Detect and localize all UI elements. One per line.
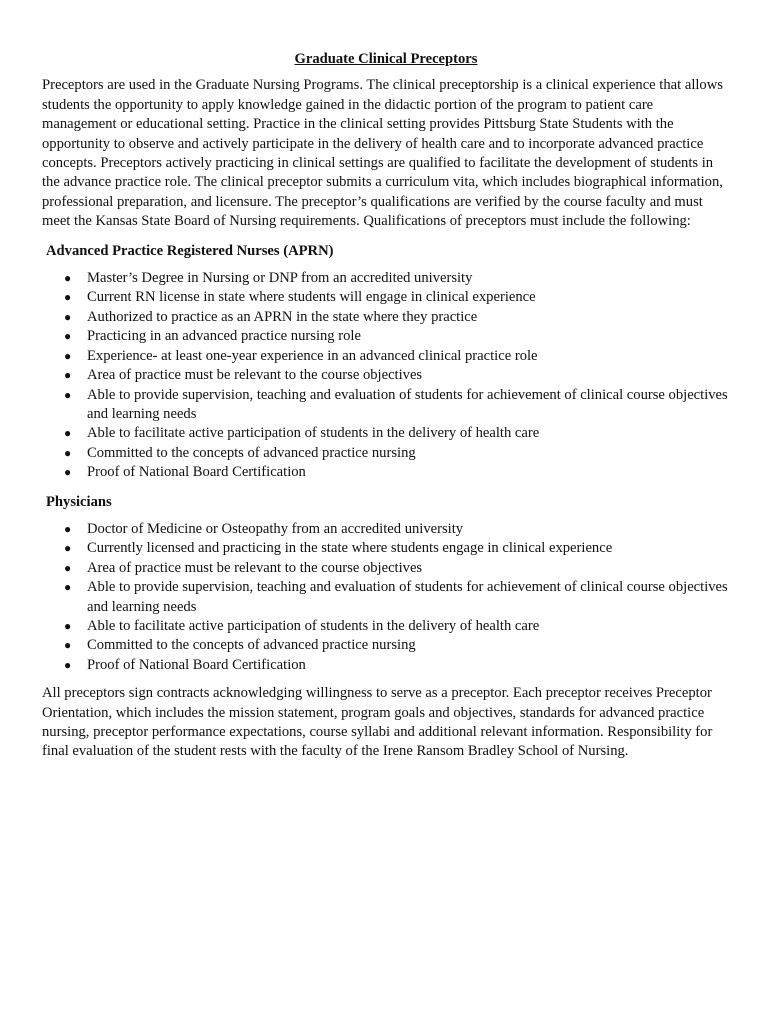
list-item-text: Master’s Degree in Nursing or DNP from an accredited university bbox=[87, 270, 473, 287]
bullet-icon: ● bbox=[64, 271, 72, 286]
list-item-text: Practicing in an advanced practice nursing role bbox=[87, 328, 361, 345]
intro-paragraph: Preceptors are used in the Graduate Nursing Programs. The clinical preceptorship is a clinical experience that allows students the opportunity to apply knowledge gained in the didactic portion of the program to patient care management or educational setting. Practice in the clinical setting provides Pittsburg State Students with the opportunity to observe and actively participate in the delivery of health care and to incorporate advanced practice concepts. Preceptors actively practicing in clinical settings are qualified to facilitate the development of students in the advance practice role. The clinical preceptor submits a curriculum vita, which includes biographical information, professional preparation, and licensure. The preceptor’s qualifications are verified by the course faculty and must meet the Kansas State Board of Nursing requirements. Qualifications of preceptors must include the following: bbox=[42, 77, 723, 230]
bullet-icon: ● bbox=[64, 657, 72, 672]
list-item-text: Experience- at least one-year experience in an advanced clinical practice role bbox=[87, 347, 538, 364]
list-item-text: Able to facilitate active participation of students in the delivery of health care bbox=[87, 617, 540, 634]
list-item-text: Authorized to practice as an APRN in the state where they practice bbox=[87, 308, 478, 325]
list-item bbox=[64, 366, 730, 385]
physicians-list bbox=[42, 520, 730, 675]
list-item-text: Currently licensed and practicing in the state where students engage in clinical experience bbox=[87, 540, 613, 557]
bullet-icon: ● bbox=[64, 309, 72, 324]
list-item-text: Able to facilitate active participation of students in the delivery of health care bbox=[87, 425, 540, 442]
list-item bbox=[64, 444, 730, 463]
list-item bbox=[64, 617, 730, 636]
list-item bbox=[64, 424, 730, 443]
list-item-text: Proof of National Board Certification bbox=[87, 464, 306, 481]
bullet-icon: ● bbox=[64, 348, 72, 363]
list-item bbox=[64, 308, 730, 327]
list-item-text: Able to provide supervision, teaching and evaluation of students for achievement of clinical course objectives and learning needs bbox=[87, 579, 728, 615]
list-item-text: Area of practice must be relevant to the course objectives bbox=[87, 559, 423, 576]
list-item bbox=[64, 288, 730, 307]
list-item bbox=[64, 327, 730, 346]
aprn-list bbox=[42, 269, 730, 482]
bullet-icon: ● bbox=[64, 465, 72, 480]
bullet-icon: ● bbox=[64, 445, 72, 460]
list-item bbox=[64, 559, 730, 578]
bullet-icon: ● bbox=[64, 426, 72, 441]
list-item-text: Area of practice must be relevant to the course objectives bbox=[87, 367, 423, 384]
list-item bbox=[64, 269, 730, 288]
list-item-text: Committed to the concepts of advanced practice nursing bbox=[87, 637, 416, 654]
list-item bbox=[64, 520, 730, 539]
list-item-text: Proof of National Board Certification bbox=[87, 656, 306, 673]
list-item-text: Committed to the concepts of advanced practice nursing bbox=[87, 444, 416, 461]
bullet-icon: ● bbox=[64, 541, 72, 556]
list-item bbox=[64, 463, 730, 482]
bullet-icon: ● bbox=[64, 368, 72, 383]
list-item bbox=[64, 636, 730, 655]
document-title: Graduate Clinical Preceptors bbox=[294, 51, 478, 67]
list-item bbox=[64, 386, 730, 425]
aprn-heading: Advanced Practice Registered Nurses (APRN) bbox=[46, 242, 334, 259]
list-item-text: Able to provide supervision, teaching and evaluation of students for achievement of clinical course objectives and learning needs bbox=[87, 386, 728, 422]
list-item bbox=[64, 347, 730, 366]
bullet-icon: ● bbox=[64, 580, 72, 595]
bullet-icon: ● bbox=[64, 638, 72, 653]
closing-paragraph: All preceptors sign contracts acknowledging willingness to serve as a preceptor. Each preceptor receives Preceptor Orientation, which includes the mission statement, program goals and objectives, standards for advanced practice nursing, preceptor performance expectations, course syllabi and additional relevant information. Responsibility for final evaluation of the student rests with the faculty of the Irene Ransom Bradley School of Nursing. bbox=[42, 685, 713, 760]
list-item bbox=[64, 578, 730, 617]
bullet-icon: ● bbox=[64, 329, 72, 344]
list-item-text: Doctor of Medicine or Osteopathy from an accredited university bbox=[87, 520, 464, 537]
list-item-text: Current RN license in state where students will engage in clinical experience bbox=[87, 289, 536, 306]
list-item bbox=[64, 656, 730, 675]
bullet-icon: ● bbox=[64, 521, 72, 536]
bullet-icon: ● bbox=[64, 387, 72, 402]
list-item bbox=[64, 539, 730, 558]
bullet-icon: ● bbox=[64, 618, 72, 633]
bullet-icon: ● bbox=[64, 560, 72, 575]
physicians-heading: Physicians bbox=[46, 493, 112, 510]
bullet-icon: ● bbox=[64, 290, 72, 305]
